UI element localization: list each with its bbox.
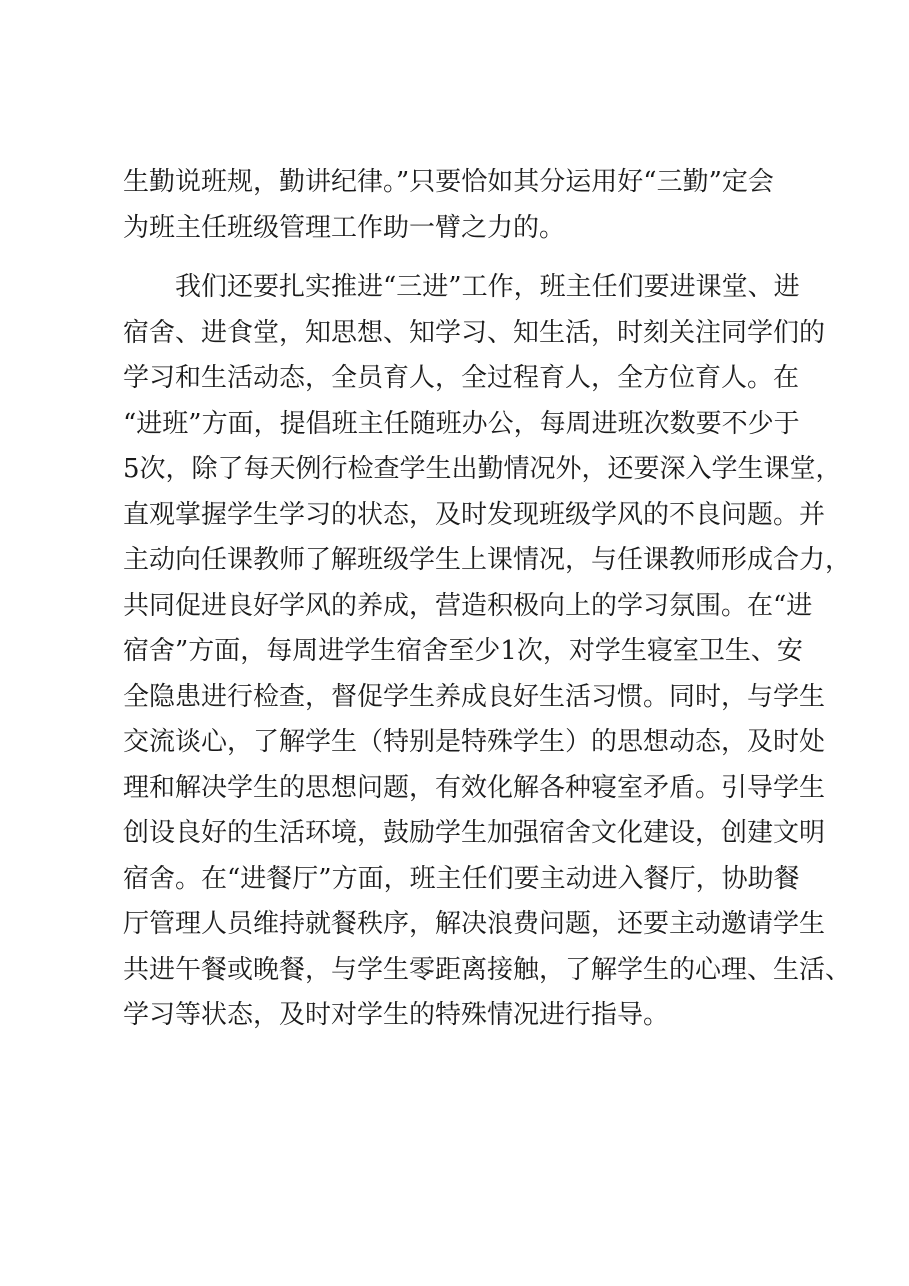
text-line: 全隐患进行检查，督促学生养成良好生活习惯。同时，与学生 [123,681,826,712]
text-line: 学习等状态，及时对学生的特殊情况进行指导。 [123,1000,670,1030]
text-line: 主动向任课教师了解班级学生上课情况，与任课教师形成合力， [123,545,852,575]
text-line: 宿舍、进食堂，知思想、知学习、知生活，时刻关注同学们的 [123,317,826,348]
text-line: 共进午餐或晚餐，与学生零距离接触，了解学生的心理、生活、 [123,954,852,985]
body-text [123,160,852,1039]
text-line: 直观掌握学生学习的状态，及时发现班级学风的不良问题。并 [123,499,826,530]
text-line: 我们还要扎实推进“三进”工作，班主任们要进课堂、进 [123,272,800,302]
text-line: 创设良好的生活环境，鼓励学生加强宿舍文化建设，创建文明 [123,818,826,848]
text-line: 宿舍。在“进餐厅”方面，班主任们要主动进入餐厅，协助餐 [123,863,800,894]
text-line: 厅管理人员维持就餐秩序，解决浪费问题，还要主动邀请学生 [123,909,826,939]
text-line: 宿舍”方面，每周进学生宿舍至少1次，对学生寝室卫生、安 [123,636,803,666]
text-line: 交流谈心，了解学生（特别是特殊学生）的思想动态，及时处 [123,727,826,757]
text-line: 为班主任班级管理工作助一臂之力的。 [123,212,566,243]
text-line: “进班”方面，提倡班主任随班办公，每周进班次数要不少于 [123,408,800,439]
text-line: 生勤说班规，勤讲纪律。”只要恰如其分运用好“三勤”定会 [123,167,774,197]
paragraph-gap [123,251,803,265]
text-line: 学习和生活动态，全员育人，全过程育人，全方位育人。在 [123,363,800,393]
text-line: 5次，除了每天例行检查学生出勤情况外，还要深入学生课堂， [123,454,842,484]
text-line: 理和解决学生的思想问题，有效化解各种寝室矛盾。引导学生 [123,772,826,803]
text-line: 共同促进良好学风的养成，营造积极向上的学习氛围。在“进 [123,590,813,621]
